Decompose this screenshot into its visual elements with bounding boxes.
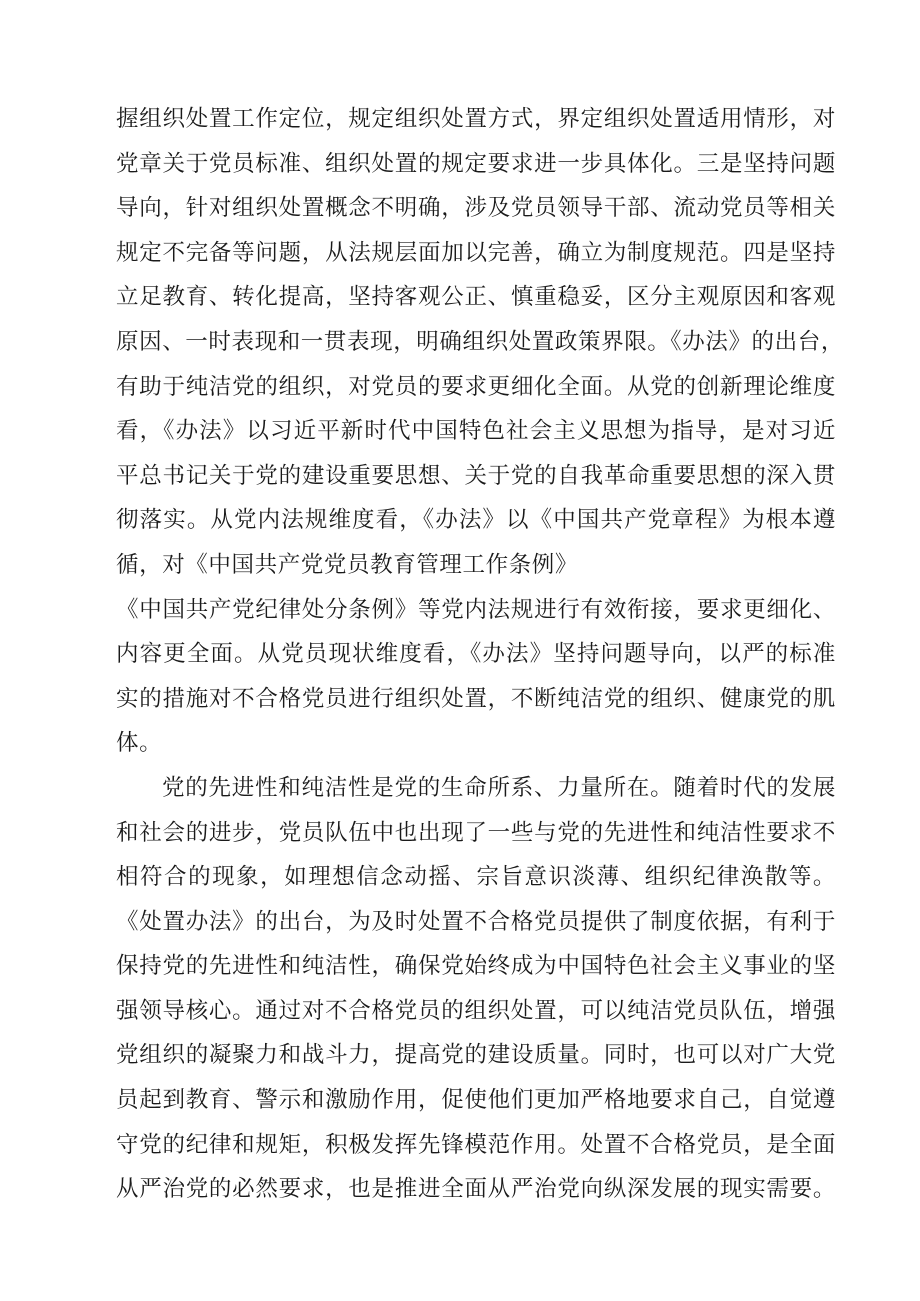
text-line: 立足教育、转化提高，坚持客观公正、慎重稳妥，区分主观原因和客观 [116,284,836,311]
text-line: 守党的纪律和规矩，积极发挥先锋模范作用。处置不合格党员，是全面 [116,1131,836,1158]
text-line: 强领导核心。通过对不合格党员的组织处置，可以纯洁党员队伍，增强 [116,997,836,1024]
text-line: 党章关于党员标准、组织处置的规定要求进一步具体化。三是坚持问题 [116,150,836,177]
text-line: 规定不完备等问题，从法规层面加以完善，确立为制度规范。四是坚持 [116,239,836,266]
text-line: 内容更全面。从党员现状维度看，《办法》坚持问题导向，以严的标准 [116,641,836,668]
text-line: 员起到教育、警示和激励作用，促使他们更加严格地要求自己，自觉遵 [116,1087,836,1114]
text-line: 平总书记关于党的建设重要思想、关于党的自我革命重要思想的深入贯 [116,462,836,489]
text-line: 《处置办法》的出台，为及时处置不合格党员提供了制度依据，有利于 [116,908,836,935]
text-line: 相符合的现象，如理想信念动摇、宗旨意识淡薄、组织纪律涣散等。 [116,864,836,891]
text-line: 有助于纯洁党的组织，对党员的要求更细化全面。从党的创新理论维度 [116,373,836,400]
text-line: 握组织处置工作定位，规定组织处置方式，界定组织处置适用情形，对 [116,106,836,132]
text-line: 《中国共产党纪律处分条例》等党内法规进行有效衔接，要求更细化、 [116,596,836,623]
body-text [116,97,844,1212]
text-line: 彻落实。从党内法规维度看，《办法》以《中国共产党章程》为根本遵 [116,507,836,534]
text-line: 和社会的进步，党员队伍中也出现了一些与党的先进性和纯洁性要求不 [116,819,836,846]
text-line: 导向，针对组织处置概念不明确，涉及党员领导干部、流动党员等相关 [116,195,836,222]
text-line: 体。 [116,730,163,757]
text-line: 保持党的先进性和纯洁性，确保党始终成为中国特色社会主义事业的坚 [116,953,836,980]
text-line: 从严治党的必然要求，也是推进全面从严治党向纵深发展的现实需要。 [116,1176,836,1203]
text-line: 循，对《中国共产党党员教育管理工作条例》 [116,551,579,578]
text-line: 看，《办法》以习近平新时代中国特色社会主义思想为指导，是对习近 [116,418,836,445]
text-line: 党组织的凝聚力和战斗力，提高党的建设质量。同时，也可以对广大党 [116,1042,836,1069]
text-line: 原因、一时表现和一贯表现，明确组织处置政策界限。《办法》的出台， [116,328,844,355]
paragraph-first-line: 党的先进性和纯洁性是党的生命所系、力量所在。随着时代的发展 [162,774,836,801]
text-line: 实的措施对不合格党员进行组织处置，不断纯洁党的组织、健康党的肌 [116,685,836,712]
